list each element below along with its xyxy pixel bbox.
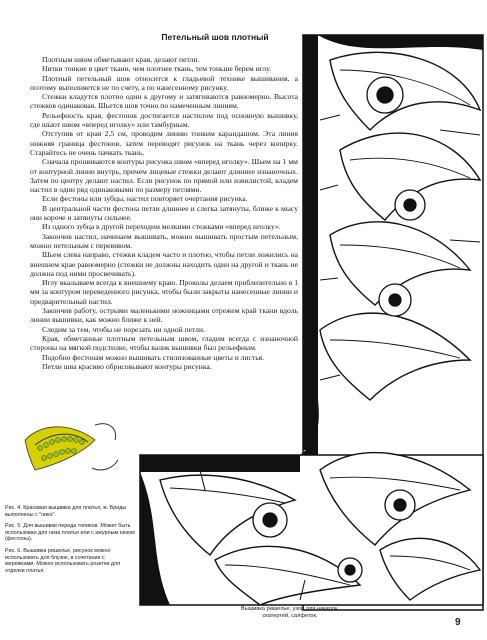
caption-fig-6: Рис. 6. Вышивка ришелье, рисунок можно использовать для блузок, в сочетании с мережками. Можно использовать розетки для отделки платья. — [5, 547, 121, 574]
paragraph: Подобно фестонам можно вышивать стилизованные цветы и листья. — [42, 352, 265, 362]
paragraph: Закончив настил, начинаем вышивать, можно вышивать простым петельным, можно петельным с перевивом. — [30, 231, 298, 250]
paragraph: Шьем слева направо, стежки кладем часто и плотно, чтобы петли ложились на внешнем крае равномерно (стежки не должны находить один на другой и ткань не должна под ними просвечивать). — [30, 250, 298, 278]
paragraph: Края, обметанные плотным петельным швом, гладим всегда с изнаночной стороны на мягкой подстилке, чтобы валик вышивки был рельефным. — [30, 333, 298, 353]
page-number: 9 — [455, 617, 461, 628]
illustration-caption: Вышивка ришелье, узор для накидок, скатертей, салфеток. — [241, 606, 339, 619]
paragraph: Отступив от края 2,5 см, проводим линию тонким карандашом. Эта линия нижняя граница фестонов, затем переводят рисунок на ткань через копирку. Старайтесь не очень пачкать ткань. — [30, 129, 298, 157]
paragraph: Следим за тем, чтобы не порезать ни одной петли. — [42, 324, 205, 334]
paragraph: Из одного зубца в другой переходим мелкими стежками «вперед иголку». — [42, 222, 281, 232]
paragraph: Петли шва красиво обрисовывают контуры рисунка. — [42, 361, 212, 371]
article-body — [30, 55, 298, 371]
paragraph: Закончив работу, острыми маленькими ножницами отрежем край ткани вдоль линии вышивки, как можно ближе к ней. — [30, 306, 298, 325]
figure-captions — [5, 505, 135, 579]
paragraph: В центральной части фестона петли длиннее и слегка затянуты, ближе к мысу они короче и затянуты сильнее. — [30, 203, 298, 223]
paragraph: Плотный петельный шов относится к гладьевой технике вышивания, а поэтому выполняется не по счету, а по нанесенному рисунку. — [30, 73, 298, 92]
paragraph: Рельефность края, фестонов достигается настилом под основную вышивку, где шьют швом «вперед иголку» или тамбурным. — [30, 110, 298, 130]
caption-fig-4: Рис. 4. Красивая вышивка для платья, ж. Бриды выполнены с "пико". — [5, 505, 127, 518]
stitch-diagram-icon — [25, 424, 118, 470]
paragraph: Стежки кладутся плотно один к другому и затягиваются равномерно. Высота стежков одинаковая. Шьется шов точно по намеченным линиям. — [30, 92, 298, 111]
paragraph: Иглу вкалываем всегда к внешнему краю. Проколы делаем приблизительно в 1 мм за контуром переведенного рисунка, чтобы были закрыты нанесенные линии и предварительный настил. — [30, 278, 298, 306]
paragraph: Плотным швом обметывают края, делают петли. — [42, 55, 200, 64]
paragraph: Сначала прошиваются контуры рисунка швом «вперед иголку». Шьем на 1 мм от контурной линии внутрь, причем лицевые стежки делают длиннее изнаночных. Затем по центру делают настил. Если рисунок по прямой или извилистой, кладем настил в один ряд одинаковыми по размеру петлями. — [30, 157, 298, 195]
caption-fig-5: Рис. 5. Для вышивки переда топиков. Может быть использован для низа платья или с ажурным низом (фестоны). — [5, 523, 135, 543]
paragraph: Нитки тонкие в цвет ткани, чем плотнее ткань, тем тоньше берем иглу. — [42, 64, 272, 74]
paragraph: Если фестоны или зубцы, настил повторяет очертания рисунка. — [42, 194, 248, 204]
page-title: Петельный шов плотный — [161, 32, 269, 42]
